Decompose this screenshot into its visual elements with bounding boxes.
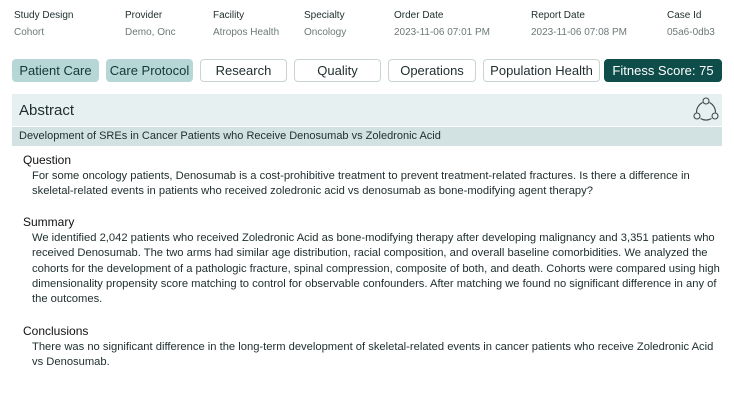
case-metadata	[0, 10, 734, 42]
meta-label: Provider	[125, 10, 163, 21]
meta-order-date	[394, 10, 490, 38]
meta-label: Study Design	[14, 10, 74, 21]
meta-value: 2023-11-06 07:01 PM	[394, 27, 490, 38]
tab-research[interactable]: Research	[200, 59, 287, 82]
meta-label: Report Date	[531, 10, 585, 21]
meta-specialty	[304, 10, 346, 38]
category-tabs	[12, 59, 722, 82]
study-title: Development of SREs in Cancer Patients who Receive Denosumab vs Zoledronic Acid	[19, 130, 441, 142]
meta-label: Order Date	[394, 10, 444, 21]
meta-case-id	[667, 10, 715, 38]
meta-report-date	[531, 10, 627, 38]
question-text: For some oncology patients, Denosumab is a cost-prohibitive treatment to prevent treatment-related fractures. Is there a difference in skeletal-related events in patients who received zoledronic acid vs denosumab as bone-modifying agent therapy?	[32, 170, 690, 198]
tab-operations[interactable]: Operations	[388, 59, 476, 82]
study-title-bar	[12, 127, 722, 146]
meta-value: Cohort	[14, 27, 45, 38]
meta-value: Demo, Onc	[125, 27, 176, 38]
meta-label: Case Id	[667, 10, 702, 21]
tab-population-health[interactable]: Population Health	[483, 59, 600, 82]
tab-patient-care[interactable]: Patient Care	[12, 59, 99, 82]
conclusions-text: There was no significant difference in the long-term development of skeletal-related events in cancer patients who receive Zoledronic Acid vs Denosumab.	[32, 341, 714, 369]
conclusions-heading: Conclusions	[23, 324, 89, 338]
question-section	[23, 153, 723, 200]
tab-quality[interactable]: Quality	[294, 59, 381, 82]
meta-value: Atropos Health	[213, 27, 280, 38]
fitness-score-badge: Fitness Score: 75	[604, 59, 722, 82]
summary-text: We identified 2,042 patients who received Zoledronic Acid as bone-modifying therapy after developing malignancy and 3,351 patients who received Denosumab. The two arms had similar age distribution, racial composition, and overall baseline comorbidities. We analyzed the cohorts for the development of a pathologic fracture, spinal compression, composite of both, and death. Cohorts were compared using high dimensionality propensity score matching to control for observable confounders. After matching we found no significant difference in any of the outcomes.	[32, 232, 720, 306]
meta-value: Oncology	[304, 27, 347, 38]
meta-label: Specialty	[304, 10, 345, 21]
summary-heading: Summary	[23, 215, 75, 229]
summary-section	[23, 215, 723, 307]
abstract-title: Abstract	[19, 102, 75, 119]
meta-value: 05a6-0db3	[667, 27, 715, 38]
meta-value: 2023-11-06 07:08 PM	[531, 27, 627, 38]
meta-label: Facility	[213, 10, 245, 21]
meta-study-design	[14, 10, 73, 38]
tab-care-protocol[interactable]: Care Protocol	[106, 59, 193, 82]
abstract-header	[12, 94, 722, 126]
meta-facility	[213, 10, 279, 38]
share-icon[interactable]	[692, 96, 720, 124]
question-heading: Question	[23, 153, 72, 167]
conclusions-section	[23, 324, 723, 371]
meta-provider	[125, 10, 176, 38]
